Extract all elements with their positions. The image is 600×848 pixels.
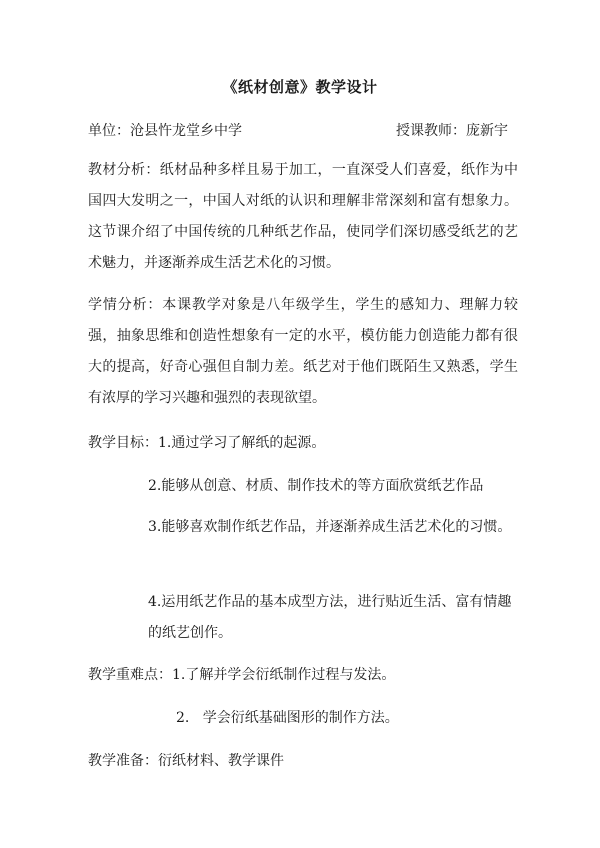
unit-line: 单位：沧县忤龙堂乡中学 bbox=[88, 123, 242, 139]
student-analysis-paragraph: 学情分析：本课教学对象是八年级学生，学生的感知力、理解力较强，抽象思维和创造性想象有一定的水平，模仿能力创造能力都有很大的提高，好奇心强但自制力差。纸艺对于他们既陌生又熟悉，学生有浓厚的学习兴趣和强烈的表现欲望。 bbox=[88, 297, 518, 406]
goal-item-3: 3.能够喜欢制作纸艺作品，并逐渐养成生活艺术化的习惯。 bbox=[148, 519, 512, 535]
key-points-label: 教学重难点： bbox=[88, 667, 172, 683]
key-point-item-1: 1.了解并学会衍纸制作过程与发法。 bbox=[172, 667, 396, 683]
page-title: 《纸材创意》教学设计 bbox=[222, 78, 378, 96]
goal-item-1: 1.通过学习了解纸的起源。 bbox=[158, 435, 326, 451]
goals-line bbox=[88, 432, 325, 452]
teacher-line: 授课教师：庞新宇 bbox=[396, 123, 508, 139]
material-analysis-paragraph: 教材分析：纸材品种多样且易于加工，一直深受人们喜爱，纸作为中国四大发明之一，中国人对纸的认识和理解非常深刻和富有想象力。这节课介绍了中国传统的几种纸艺作品，使同学们深切感受纸艺的艺术魅力，并逐渐养成生活艺术化的习惯。 bbox=[88, 162, 518, 271]
goal-item-2: 2.能够从创意、材质、制作技术的等方面欣赏纸艺作品 bbox=[148, 478, 484, 494]
goals-label: 教学目标： bbox=[88, 435, 158, 451]
preparation-line: 教学准备：衍纸材料、教学课件 bbox=[88, 753, 284, 769]
key-points-line bbox=[88, 664, 395, 684]
goal-item-4: 4.运用纸艺作品的基本成型方法，进行贴近生活、富有情趣的纸艺创作。 bbox=[148, 594, 512, 641]
key-point-item-2: 2. 学会衍纸基础图形的制作方法。 bbox=[176, 710, 399, 726]
